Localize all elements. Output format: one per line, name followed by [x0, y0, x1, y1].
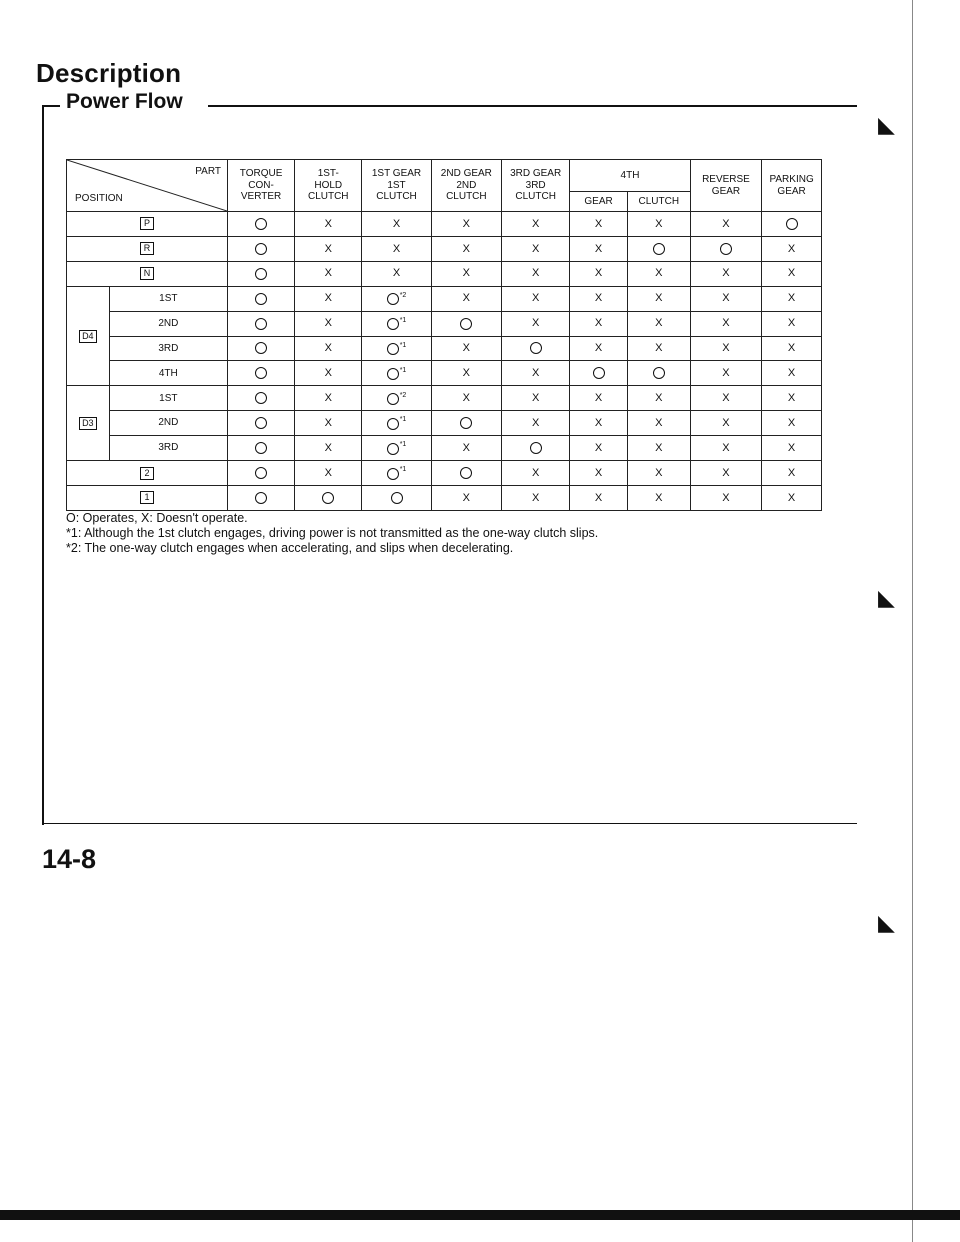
status-cell	[627, 336, 690, 361]
page-number: 14-8	[42, 844, 97, 874]
not-operate-mark: X	[787, 466, 796, 479]
status-cell	[762, 236, 822, 261]
operates-circle-icon	[387, 343, 399, 355]
footnote-marker: *1	[399, 316, 407, 324]
operates-circle-icon	[255, 492, 267, 504]
operates-circle-icon	[387, 368, 399, 380]
not-operate-mark: X	[594, 317, 603, 330]
status-cell	[295, 361, 362, 386]
operates-circle-icon	[387, 418, 399, 430]
note-legend: O: Operates, X: Doesn't operate.	[66, 511, 248, 525]
status-cell	[502, 361, 570, 386]
footnote-marker: *1	[399, 441, 407, 449]
sub-position-cell: 4TH	[109, 361, 227, 386]
not-operate-mark: X	[594, 391, 603, 404]
not-operate-mark: X	[655, 342, 663, 355]
binding-mark-icon: ◣	[878, 910, 895, 935]
not-operate-mark: X	[787, 367, 796, 380]
status-cell	[570, 461, 628, 486]
note-1: *1: Although the 1st clutch engages, driving power is not transmitted as the one-way clutch slips.	[66, 526, 599, 540]
not-operate-mark: X	[462, 267, 471, 280]
status-cell	[762, 212, 822, 237]
header-torque-converter: TORQUE CON- VERTER	[228, 160, 295, 212]
status-cell	[690, 336, 761, 361]
footnote-marker: *2	[399, 391, 407, 399]
not-operate-mark: X	[531, 391, 540, 404]
status-cell	[431, 336, 501, 361]
status-cell	[502, 311, 570, 336]
not-operate-mark: X	[655, 466, 663, 479]
header-1st-hold-clutch: 1ST- HOLD CLUTCH	[295, 160, 362, 212]
status-cell	[762, 261, 822, 286]
status-cell	[690, 411, 761, 436]
status-cell	[431, 436, 501, 461]
binding-mark-icon: ◣	[878, 585, 895, 610]
operates-circle-icon	[255, 392, 267, 404]
subheading-rule	[208, 105, 857, 107]
corner-part-label: PART	[195, 166, 221, 177]
bracket-vertical-line	[42, 105, 44, 825]
not-operate-mark: X	[594, 292, 603, 305]
status-cell	[627, 461, 690, 486]
operates-circle-icon	[786, 218, 798, 230]
not-operate-mark: X	[722, 491, 730, 504]
status-cell	[431, 461, 501, 486]
status-cell	[570, 485, 628, 510]
sub-position-cell: 1ST	[109, 386, 227, 411]
not-operate-mark: X	[462, 391, 471, 404]
not-operate-mark: X	[324, 367, 332, 380]
status-cell	[362, 336, 431, 361]
operates-circle-icon	[387, 443, 399, 455]
sub-position-cell: 3RD	[109, 436, 227, 461]
position-group-cell	[67, 286, 110, 386]
not-operate-mark: X	[787, 416, 796, 429]
not-operate-mark: X	[655, 267, 663, 280]
status-cell	[295, 336, 362, 361]
not-operate-mark: X	[655, 491, 663, 504]
not-operate-mark: X	[462, 367, 471, 380]
status-cell	[627, 212, 690, 237]
not-operate-mark: X	[655, 292, 663, 305]
footnote-marker: *1	[399, 341, 407, 349]
status-cell	[627, 236, 690, 261]
not-operate-mark: X	[787, 391, 796, 404]
not-operate-mark: X	[655, 217, 663, 230]
position-cell	[67, 261, 228, 286]
position-box: N	[140, 267, 154, 280]
not-operate-mark: X	[462, 441, 471, 454]
status-cell	[502, 386, 570, 411]
status-cell	[762, 386, 822, 411]
status-cell	[502, 286, 570, 311]
operates-circle-icon	[255, 293, 267, 305]
status-cell	[362, 361, 431, 386]
not-operate-mark: X	[531, 267, 540, 280]
position-cell	[67, 236, 228, 261]
not-operate-mark: X	[324, 317, 332, 330]
table-row	[67, 236, 822, 261]
not-operate-mark: X	[655, 416, 663, 429]
status-cell	[690, 436, 761, 461]
not-operate-mark: X	[531, 491, 540, 504]
not-operate-mark: X	[722, 217, 730, 230]
operates-circle-icon	[460, 318, 472, 330]
table-row	[67, 485, 822, 510]
operates-circle-icon	[255, 243, 267, 255]
status-cell	[362, 236, 431, 261]
status-cell	[362, 212, 431, 237]
status-cell	[228, 436, 295, 461]
header-1st-gear: 1ST GEAR 1ST CLUTCH	[362, 160, 431, 212]
operates-circle-icon	[530, 442, 542, 454]
status-cell	[690, 286, 761, 311]
not-operate-mark: X	[462, 217, 471, 230]
status-cell	[228, 236, 295, 261]
table-row	[67, 261, 822, 286]
not-operate-mark: X	[324, 267, 332, 280]
not-operate-mark: X	[324, 242, 332, 255]
not-operate-mark: X	[324, 441, 332, 454]
operates-circle-icon	[530, 342, 542, 354]
position-cell	[67, 485, 228, 510]
status-cell	[295, 386, 362, 411]
not-operate-mark: X	[324, 217, 332, 230]
table-row	[67, 361, 822, 386]
power-flow-table-body	[67, 212, 822, 511]
status-cell	[690, 485, 761, 510]
not-operate-mark: X	[722, 317, 730, 330]
not-operate-mark: X	[531, 217, 540, 230]
operates-circle-icon	[387, 293, 399, 305]
status-cell	[362, 411, 431, 436]
status-cell	[762, 286, 822, 311]
table-row	[67, 286, 822, 311]
scan-margin-line	[912, 0, 913, 1242]
not-operate-mark: X	[594, 466, 603, 479]
not-operate-mark: X	[722, 367, 730, 380]
status-cell	[228, 386, 295, 411]
not-operate-mark: X	[594, 342, 603, 355]
status-cell	[762, 361, 822, 386]
not-operate-mark: X	[462, 242, 471, 255]
status-cell	[362, 485, 431, 510]
not-operate-mark: X	[787, 342, 796, 355]
footnote-marker: *1	[399, 466, 407, 474]
not-operate-mark: X	[324, 292, 332, 305]
status-cell	[228, 311, 295, 336]
status-cell	[502, 461, 570, 486]
not-operate-mark: X	[787, 242, 796, 255]
status-cell	[690, 386, 761, 411]
not-operate-mark: X	[392, 242, 401, 255]
subsection-heading: Power Flow	[66, 90, 191, 114]
status-cell	[570, 436, 628, 461]
not-operate-mark: X	[722, 391, 730, 404]
status-cell	[431, 485, 501, 510]
subheading-row	[42, 88, 857, 122]
binding-mark-icon: ◣	[878, 112, 895, 137]
not-operate-mark: X	[594, 217, 603, 230]
operates-circle-icon	[391, 492, 403, 504]
status-cell	[570, 236, 628, 261]
sub-position-cell: 1ST	[109, 286, 227, 311]
status-cell	[431, 311, 501, 336]
operates-circle-icon	[255, 467, 267, 479]
position-box: 1	[140, 491, 154, 504]
status-cell	[362, 436, 431, 461]
status-cell	[362, 311, 431, 336]
operates-circle-icon	[387, 318, 399, 330]
not-operate-mark: X	[722, 292, 730, 305]
status-cell	[502, 261, 570, 286]
not-operate-mark: X	[655, 391, 663, 404]
operates-circle-icon	[255, 218, 267, 230]
operates-circle-icon	[460, 467, 472, 479]
status-cell	[762, 311, 822, 336]
not-operate-mark: X	[594, 242, 603, 255]
power-flow-table	[66, 159, 822, 511]
sub-position-cell: 3RD	[109, 336, 227, 361]
table-row	[67, 461, 822, 486]
not-operate-mark: X	[594, 491, 603, 504]
status-cell	[570, 286, 628, 311]
status-cell	[362, 286, 431, 311]
status-cell	[362, 461, 431, 486]
status-cell	[295, 411, 362, 436]
table-row	[67, 311, 822, 336]
status-cell	[295, 311, 362, 336]
operates-circle-icon	[322, 492, 334, 504]
status-cell	[627, 436, 690, 461]
status-cell	[690, 311, 761, 336]
status-cell	[431, 212, 501, 237]
not-operate-mark: X	[722, 441, 730, 454]
status-cell	[690, 212, 761, 237]
status-cell	[431, 261, 501, 286]
status-cell	[295, 236, 362, 261]
header-parking-gear: PARKING GEAR	[762, 160, 822, 212]
status-cell	[431, 411, 501, 436]
status-cell	[228, 461, 295, 486]
status-cell	[627, 361, 690, 386]
table-notes	[66, 511, 826, 556]
page-edge-bar	[0, 1210, 960, 1220]
not-operate-mark: X	[324, 416, 332, 429]
status-cell	[762, 461, 822, 486]
status-cell	[228, 261, 295, 286]
status-cell	[570, 212, 628, 237]
status-cell	[295, 436, 362, 461]
status-cell	[690, 461, 761, 486]
position-cell	[67, 461, 228, 486]
position-box: D3	[79, 417, 97, 430]
status-cell	[431, 361, 501, 386]
bracket-tick	[42, 105, 60, 107]
operates-circle-icon	[255, 367, 267, 379]
status-cell	[627, 411, 690, 436]
position-group-cell	[67, 386, 110, 461]
operates-circle-icon	[255, 318, 267, 330]
not-operate-mark: X	[594, 267, 603, 280]
header-4th-clutch: CLUTCH	[627, 192, 690, 212]
status-cell	[431, 386, 501, 411]
not-operate-mark: X	[655, 317, 663, 330]
status-cell	[228, 411, 295, 436]
not-operate-mark: X	[531, 466, 540, 479]
not-operate-mark: X	[324, 391, 332, 404]
not-operate-mark: X	[787, 491, 796, 504]
not-operate-mark: X	[722, 342, 730, 355]
not-operate-mark: X	[462, 491, 471, 504]
not-operate-mark: X	[531, 416, 540, 429]
operates-circle-icon	[720, 243, 732, 255]
not-operate-mark: X	[531, 242, 540, 255]
header-4th: 4TH	[570, 160, 690, 192]
status-cell	[362, 386, 431, 411]
status-cell	[762, 336, 822, 361]
status-cell	[627, 386, 690, 411]
not-operate-mark: X	[787, 267, 796, 280]
status-cell	[570, 261, 628, 286]
status-cell	[502, 411, 570, 436]
table-row	[67, 386, 822, 411]
not-operate-mark: X	[531, 292, 540, 305]
not-operate-mark: X	[531, 367, 540, 380]
status-cell	[690, 261, 761, 286]
status-cell	[228, 361, 295, 386]
status-cell	[627, 485, 690, 510]
status-cell	[690, 361, 761, 386]
section-heading: Description	[36, 58, 182, 88]
status-cell	[502, 485, 570, 510]
status-cell	[502, 436, 570, 461]
status-cell	[570, 361, 628, 386]
operates-circle-icon	[653, 367, 665, 379]
status-cell	[502, 336, 570, 361]
not-operate-mark: X	[324, 466, 332, 479]
operates-circle-icon	[460, 417, 472, 429]
status-cell	[570, 386, 628, 411]
not-operate-mark: X	[462, 292, 471, 305]
header-2nd-gear: 2ND GEAR 2ND CLUTCH	[431, 160, 501, 212]
footnote-marker: *1	[399, 416, 407, 424]
header-4th-gear: GEAR	[570, 192, 628, 212]
corner-position-label: POSITION	[75, 192, 123, 204]
not-operate-mark: X	[594, 416, 603, 429]
header-reverse-gear: REVERSE GEAR	[690, 160, 761, 212]
status-cell	[295, 461, 362, 486]
footer-rule	[42, 823, 857, 824]
operates-circle-icon	[255, 417, 267, 429]
not-operate-mark: X	[787, 292, 796, 305]
operates-circle-icon	[255, 342, 267, 354]
status-cell	[502, 212, 570, 237]
not-operate-mark: X	[392, 217, 401, 230]
status-cell	[762, 436, 822, 461]
status-cell	[228, 485, 295, 510]
status-cell	[690, 236, 761, 261]
not-operate-mark: X	[655, 441, 663, 454]
operates-circle-icon	[255, 442, 267, 454]
position-box: D4	[79, 330, 97, 343]
status-cell	[295, 212, 362, 237]
table-row	[67, 336, 822, 361]
table-row	[67, 436, 822, 461]
sub-position-cell: 2ND	[109, 411, 227, 436]
not-operate-mark: X	[722, 416, 730, 429]
not-operate-mark: X	[722, 466, 730, 479]
status-cell	[228, 286, 295, 311]
table-row	[67, 212, 822, 237]
status-cell	[762, 411, 822, 436]
status-cell	[295, 261, 362, 286]
footnote-marker: *2	[399, 291, 407, 299]
status-cell	[295, 286, 362, 311]
position-box: 2	[140, 467, 154, 480]
not-operate-mark: X	[462, 342, 471, 355]
operates-circle-icon	[255, 268, 267, 280]
operates-circle-icon	[387, 468, 399, 480]
header-3rd-gear: 3RD GEAR 3RD CLUTCH	[502, 160, 570, 212]
operates-circle-icon	[593, 367, 605, 379]
position-box: P	[140, 217, 154, 230]
status-cell	[431, 236, 501, 261]
position-box: R	[140, 242, 154, 255]
status-cell	[431, 286, 501, 311]
not-operate-mark: X	[531, 317, 540, 330]
sub-position-cell: 2ND	[109, 311, 227, 336]
not-operate-mark: X	[392, 267, 401, 280]
status-cell	[627, 286, 690, 311]
status-cell	[228, 336, 295, 361]
status-cell	[570, 311, 628, 336]
not-operate-mark: X	[594, 441, 603, 454]
status-cell	[762, 485, 822, 510]
status-cell	[362, 261, 431, 286]
footnote-marker: *1	[399, 366, 407, 374]
position-cell	[67, 212, 228, 237]
status-cell	[570, 411, 628, 436]
not-operate-mark: X	[787, 441, 796, 454]
status-cell	[228, 212, 295, 237]
status-cell	[295, 485, 362, 510]
table-corner-cell	[67, 160, 228, 212]
operates-circle-icon	[653, 243, 665, 255]
note-2: *2: The one-way clutch engages when accelerating, and slips when decelerating.	[66, 541, 514, 555]
status-cell	[627, 261, 690, 286]
status-cell	[570, 336, 628, 361]
status-cell	[627, 311, 690, 336]
table-row	[67, 411, 822, 436]
not-operate-mark: X	[324, 342, 332, 355]
not-operate-mark: X	[722, 267, 730, 280]
status-cell	[502, 236, 570, 261]
operates-circle-icon	[387, 393, 399, 405]
not-operate-mark: X	[787, 317, 796, 330]
